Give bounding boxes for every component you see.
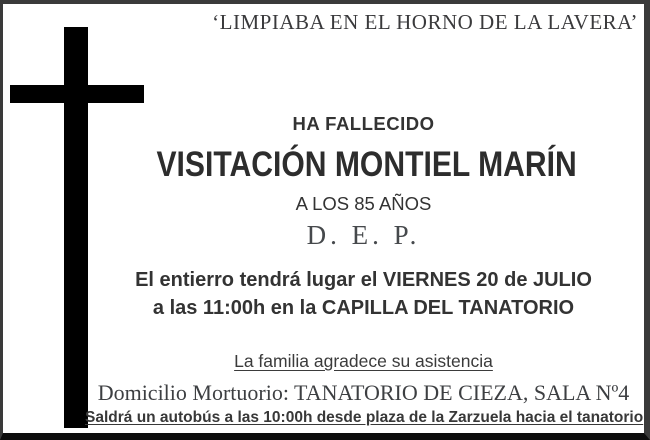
mortuary-address-text: Domicilio Mortuorio: TANATORIO DE CIEZA, SALA Nº4 [97, 380, 630, 405]
bus-info-text: Saldrá un autobús a las 10:00h desde plaza de la Zarzuela hacia el tanatorio [85, 409, 644, 426]
funeral-info-line2: a las 11:00h en la CAPILLA DEL TANATORIO [152, 297, 575, 319]
announcement-text: HA FALLECIDO [292, 113, 435, 134]
headline-quote: ‘LIMPIABA EN EL HORNO DE LA LAVERA’ [212, 10, 638, 34]
notice-body [85, 0, 642, 440]
rest-in-peace-text: D. E. P. [306, 220, 421, 250]
age-line: A LOS 85 AÑOS [295, 193, 432, 214]
deceased-name: VISITACIÓN MONTIEL MARÍN [156, 145, 577, 184]
family-thanks-text: La familia agradece su asistencia [234, 351, 493, 371]
funeral-info-line1: El entierro tendrá lugar el VIERNES 20 de JULIO [135, 269, 592, 291]
